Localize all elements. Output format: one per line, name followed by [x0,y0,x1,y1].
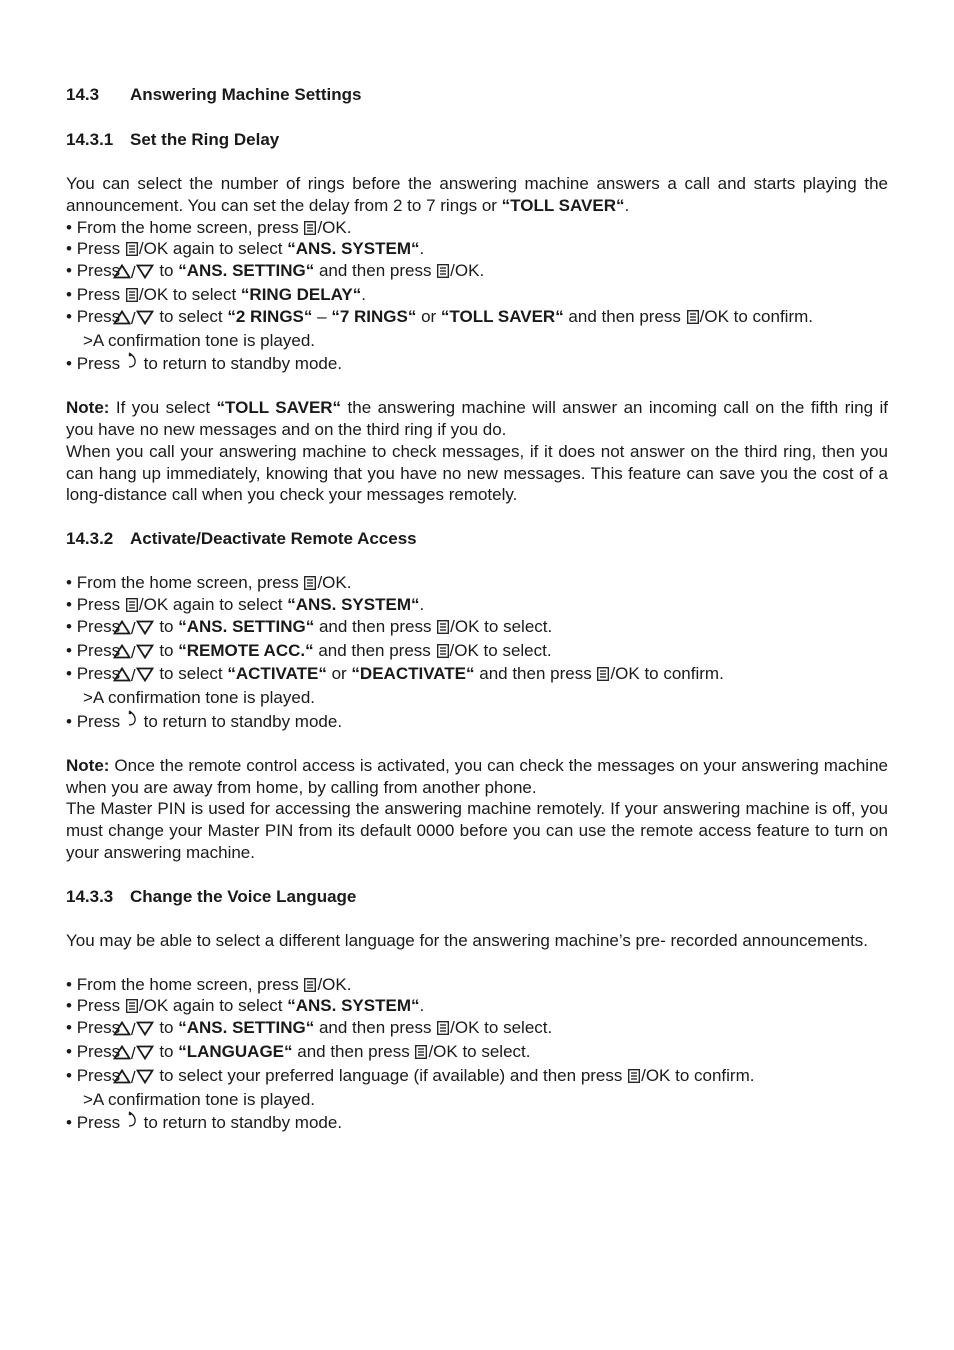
up-down-keys-icon [126,262,154,284]
instruction-text: /OK. [317,573,352,593]
instruction-text: to [154,1041,179,1061]
section-number: 14.3.3 [66,886,114,906]
up-arrow-key-icon [113,667,131,682]
instruction-text: or [416,306,441,326]
list-item: • Press /OK again to select “ANS. SYSTEM“. [66,239,425,259]
ring-delay-steps-end [66,351,888,375]
separator: / [130,618,136,638]
menu-option-label: “DEACTIVATE“ [351,664,475,684]
instruction-text: to return to standby mode. [138,354,343,374]
instruction-text: /OK. [317,974,352,994]
ring-delay-note-2: When you call your answering machine to check messages, if it does not answer on the third ring, then you can hang up immediately, knowing that you have no new messages. This feature can save you the cost of a long-distance call when you check your messages remotely. [66,441,888,505]
menu-option-label: “RING DELAY“ [240,284,362,304]
instruction-text: /OK to select. [450,1018,553,1038]
instruction-text: /OK to select. [449,640,552,660]
voice-language-steps-end [66,1110,888,1134]
instruction-text: Press [76,354,125,374]
instruction-text: /OK. [450,261,485,281]
up-arrow-key-icon [113,620,131,635]
list-item: • From the home screen, press /OK. [66,974,352,994]
instruction-text: If you select [109,398,217,418]
menu-key-icon [437,1021,449,1035]
instruction-text: to select [154,306,228,326]
instruction-text: and then press [314,261,437,281]
instruction-text: . [419,594,425,614]
instruction-text: /OK again to select [138,996,288,1016]
menu-key-icon [437,644,449,658]
separator: / [130,1020,136,1040]
menu-option-label: “TOLL SAVER“ [216,398,342,418]
instruction-text: to return to standby mode. [138,1113,343,1133]
menu-key-icon [304,576,316,590]
up-down-keys-icon [126,642,154,664]
intro-text-end: . [624,195,630,215]
menu-key-icon [437,264,449,278]
confirmation-result: >A confirmation tone is played. [83,688,315,708]
down-arrow-key-icon [136,620,154,635]
end-call-key-icon [126,709,138,727]
separator: / [130,1067,136,1087]
menu-option-label: “ANS. SETTING“ [178,261,315,281]
instruction-text: and then press [314,616,437,636]
section-title: Change the Voice Language [130,886,357,906]
menu-option-label: “2 RINGS“ [227,306,313,326]
list-item: • Press /OK to select “RING DELAY“. [66,284,366,304]
voice-language-intro: You may be able to select a different language for the answering machine’s pre- recorded announcements. [66,930,869,950]
instruction-text: Press [76,664,125,684]
intro-text: You can select the number of rings before the answering machine answers a call and starts playing the announcement. You can set the delay from 2 to 7 rings or [66,174,888,215]
up-arrow-key-icon [113,1069,131,1084]
menu-option-label: “ANS. SYSTEM“ [287,239,420,259]
list-item: • Press / to select “ACTIVATE“ or “DEACTIVATE“ and then press /OK to confirm. [66,664,724,686]
instruction-text: and then press [314,1018,437,1038]
menu-key-icon [304,221,316,235]
separator: / [130,1043,136,1063]
menu-key-icon [415,1045,427,1059]
instruction-text: . [361,284,366,304]
instruction-text: Press [76,239,125,259]
instruction-text: Press [76,1113,125,1133]
menu-key-icon [126,242,138,256]
separator: / [130,308,136,328]
instruction-text: /OK again to select [138,239,288,259]
list-item: • From the home screen, press /OK. [66,217,352,237]
instruction-text: /OK to select [138,284,241,304]
list-item: • Press / to “ANS. SETTING“ and then press /OK to select. [66,1018,553,1040]
down-arrow-key-icon [136,1021,154,1036]
note-label: Note: [66,398,110,418]
instruction-text: and then press [563,306,686,326]
section-number: 14.3 [66,85,100,104]
separator: / [130,263,136,283]
instruction-text: the answering machine will answer an incoming call on the fifth ring if you have no new messages and on the third ring if you do. [66,398,888,439]
menu-option-label: “REMOTE ACC.“ [178,640,314,660]
down-arrow-key-icon [136,264,154,279]
instruction-text: Press [76,616,125,636]
voice-language-steps [66,974,888,1089]
menu-option-label: “TOLL SAVER“ [440,306,564,326]
list-item: • Press / to “ANS. SETTING“ and then press /OK. [66,261,485,283]
menu-option-label: “ACTIVATE“ [227,664,327,684]
instruction-text: Press [76,306,125,326]
section-heading-14-3-1 [66,129,888,151]
instruction-text: Press [76,1018,125,1038]
instruction-text: /OK to confirm. [641,1065,755,1085]
instruction-text: and then press [474,664,597,684]
instruction-text: and then press [313,640,436,660]
instruction-text: Press [76,640,125,660]
up-down-keys-icon [126,1019,154,1041]
instruction-text: Press [76,261,125,281]
list-item: • Press /OK again to select “ANS. SYSTEM“. [66,996,425,1016]
list-item: • Press / to “REMOTE ACC.“ and then press /OK to select. [66,640,552,662]
up-down-keys-icon [126,618,154,640]
instruction-text: and then press [292,1041,415,1061]
instruction-text: Once the remote control access is activated, you can check the messages on your answering machine when you are away from home, by calling from another phone. [66,755,888,797]
instruction-text: . [419,239,425,259]
ring-delay-steps [66,217,888,330]
instruction-text: Press [76,711,125,731]
remote-access-steps-end [66,709,888,733]
list-item: • Press / to “LANGUAGE“ and then press /OK to select. [66,1041,531,1063]
down-arrow-key-icon [136,310,154,325]
instruction-text: to return to standby mode. [138,711,343,731]
list-item: • Press / to select your preferred language (if available) and then press /OK to confirm. [66,1065,755,1087]
section-heading-14-3 [66,84,888,106]
instruction-text: /OK to select. [428,1041,531,1061]
down-arrow-key-icon [136,667,154,682]
instruction-text: /OK to confirm. [699,306,813,326]
instruction-text: to [154,616,179,636]
down-arrow-key-icon [136,644,154,659]
menu-key-icon [126,999,138,1013]
up-arrow-key-icon [113,1021,131,1036]
end-call-key-icon [126,1110,138,1128]
instruction-text: . [419,996,425,1016]
menu-key-icon [304,978,316,992]
end-call-key-icon [126,351,138,369]
instruction-text: Press [76,1041,125,1061]
menu-key-icon [126,288,138,302]
menu-option-label: “7 RINGS“ [331,306,417,326]
section-title: Activate/Deactivate Remote Access [130,529,417,549]
confirmation-result: >A confirmation tone is played. [83,1089,315,1109]
menu-key-icon [126,598,138,612]
instruction-text: or [326,664,352,684]
list-item: • Press / to “ANS. SETTING“ and then press /OK to select. [66,616,553,638]
up-arrow-key-icon [113,310,131,325]
section-heading-14-3-2 [66,528,888,550]
list-item: • Press to return to standby mode. [66,1110,888,1134]
down-arrow-key-icon [136,1045,154,1060]
ring-delay-intro [66,173,888,217]
list-item: • Press / to select “2 RINGS“ – “7 RINGS“ or “TOLL SAVER“ and then press /OK to confirm. [66,306,813,328]
up-down-keys-icon [126,308,154,330]
instruction-text: From the home screen, press [76,974,304,994]
remote-access-note-2: The Master PIN is used for accessing the answering machine remotely. If your answering machine is off, you must change your Master PIN from its default 0000 before you can use the remote access feature to turn on your answering machine. [66,799,888,862]
menu-key-icon [687,310,699,324]
up-arrow-key-icon [113,1045,131,1060]
up-down-keys-icon [126,665,154,687]
menu-key-icon [628,1069,640,1083]
section-number: 14.3.1 [66,130,114,149]
menu-option-label: “ANS. SYSTEM“ [287,996,420,1016]
instruction-text: to [154,1018,179,1038]
list-item: • Press to return to standby mode. [66,351,888,375]
section-title: Set the Ring Delay [130,130,280,149]
instruction-text: /OK to select. [450,616,553,636]
instruction-text: /OK. [317,217,352,237]
menu-option-label: “ANS. SETTING“ [178,1018,315,1038]
menu-option-label: “LANGUAGE“ [178,1041,293,1061]
ring-delay-note [66,397,888,441]
instruction-text: /OK to confirm. [610,664,724,684]
note-label: Note: [66,755,110,775]
instruction-text: Press [76,996,125,1016]
list-item: • Press /OK again to select “ANS. SYSTEM“. [66,594,425,614]
up-down-keys-icon [126,1043,154,1065]
up-arrow-key-icon [113,264,131,279]
instruction-text: Press [76,594,125,614]
remote-access-steps [66,572,888,687]
separator: / [130,666,136,686]
menu-key-icon [597,667,609,681]
menu-key-icon [437,620,449,634]
separator: / [130,642,136,662]
instruction-text: to [154,261,179,281]
confirmation-result: >A confirmation tone is played. [83,330,315,350]
instruction-text: – [312,306,332,326]
instruction-text: From the home screen, press [76,573,304,593]
remote-access-note [66,755,888,799]
menu-option-label: “ANS. SETTING“ [178,616,315,636]
menu-option-label: “ANS. SYSTEM“ [287,594,420,614]
intro-highlight: “TOLL SAVER“ [501,195,625,215]
instruction-text: From the home screen, press [76,217,304,237]
instruction-text: Press [76,284,125,304]
section-title: Answering Machine Settings [130,85,362,104]
list-item: • From the home screen, press /OK. [66,573,352,593]
instruction-text: /OK again to select [138,594,288,614]
manual-page [66,84,888,1134]
instruction-text: to select your preferred language (if available) and then press [154,1065,628,1085]
instruction-text: to [154,640,179,660]
up-arrow-key-icon [113,644,131,659]
instruction-text: to select [154,664,228,684]
section-number: 14.3.2 [66,529,114,549]
section-heading-14-3-3 [66,886,888,908]
up-down-keys-icon [126,1067,154,1089]
instruction-text: Press [76,1065,125,1085]
down-arrow-key-icon [136,1069,154,1084]
list-item: • Press to return to standby mode. [66,709,888,733]
